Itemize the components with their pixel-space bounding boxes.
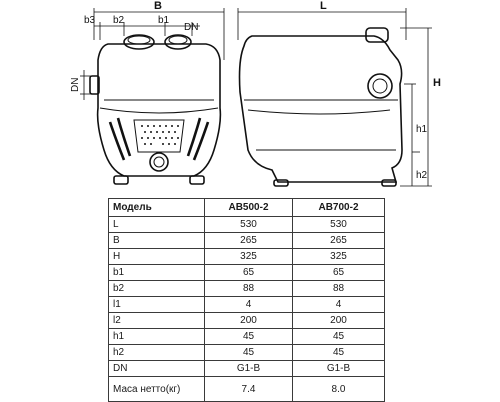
dim-b1-label: b1 xyxy=(158,15,170,26)
dim-h1-label: h1 xyxy=(416,124,428,135)
value-cell: 4 xyxy=(205,297,293,313)
side-view xyxy=(240,28,403,186)
param-cell: h1 xyxy=(109,329,205,345)
table-header-row xyxy=(109,199,385,217)
header-model: Модель xyxy=(109,199,205,217)
dim-dn-top-label: DN xyxy=(184,22,199,33)
param-cell: l1 xyxy=(109,297,205,313)
value-cell: 530 xyxy=(205,217,293,233)
spec-table xyxy=(108,198,385,402)
table-row xyxy=(109,217,385,233)
value-cell: 325 xyxy=(205,249,293,265)
table-row xyxy=(109,281,385,297)
table-row xyxy=(109,249,385,265)
value-cell: 45 xyxy=(293,329,385,345)
table-row xyxy=(109,297,385,313)
value-cell: 45 xyxy=(205,329,293,345)
table-row xyxy=(109,361,385,377)
front-view xyxy=(90,35,220,184)
header-ab700: AB700-2 xyxy=(293,199,385,217)
technical-drawing xyxy=(0,0,500,200)
dim-dn-side-label: DN xyxy=(70,77,81,92)
value-cell: 45 xyxy=(205,345,293,361)
header-ab500: AB500-2 xyxy=(205,199,293,217)
dim-b2-label: b2 xyxy=(113,15,125,26)
value-cell: 88 xyxy=(205,281,293,297)
value-cell: 65 xyxy=(205,265,293,281)
value-cell: 88 xyxy=(293,281,385,297)
value-cell: 7.4 xyxy=(205,377,293,402)
value-cell: 200 xyxy=(205,313,293,329)
value-cell: 200 xyxy=(293,313,385,329)
value-cell: G1-B xyxy=(205,361,293,377)
value-cell: 265 xyxy=(293,233,385,249)
value-cell: 4 xyxy=(293,297,385,313)
table-row xyxy=(109,377,385,402)
param-cell: H xyxy=(109,249,205,265)
table-row xyxy=(109,345,385,361)
value-cell: 65 xyxy=(293,265,385,281)
table-row xyxy=(109,265,385,281)
dim-h2-label: h2 xyxy=(416,170,428,181)
value-cell: 45 xyxy=(293,345,385,361)
table-row xyxy=(109,329,385,345)
front-dimensions xyxy=(80,8,224,100)
param-cell: L xyxy=(109,217,205,233)
dim-B-label: B xyxy=(154,0,162,12)
param-cell: h2 xyxy=(109,345,205,361)
value-cell: G1-B xyxy=(293,361,385,377)
param-cell: b1 xyxy=(109,265,205,281)
dim-L-label: L xyxy=(320,0,327,12)
table-row xyxy=(109,233,385,249)
param-cell: B xyxy=(109,233,205,249)
param-cell: l2 xyxy=(109,313,205,329)
param-cell: DN xyxy=(109,361,205,377)
dim-b3-label: b3 xyxy=(84,15,96,26)
value-cell: 530 xyxy=(293,217,385,233)
side-dimensions xyxy=(238,8,432,186)
value-cell: 325 xyxy=(293,249,385,265)
dim-H-label: H xyxy=(433,77,441,89)
table-row xyxy=(109,313,385,329)
value-cell: 8.0 xyxy=(293,377,385,402)
vent-dots xyxy=(141,125,179,145)
param-cell: b2 xyxy=(109,281,205,297)
value-cell: 265 xyxy=(205,233,293,249)
param-cell: Маса нетто(кг) xyxy=(109,377,205,402)
